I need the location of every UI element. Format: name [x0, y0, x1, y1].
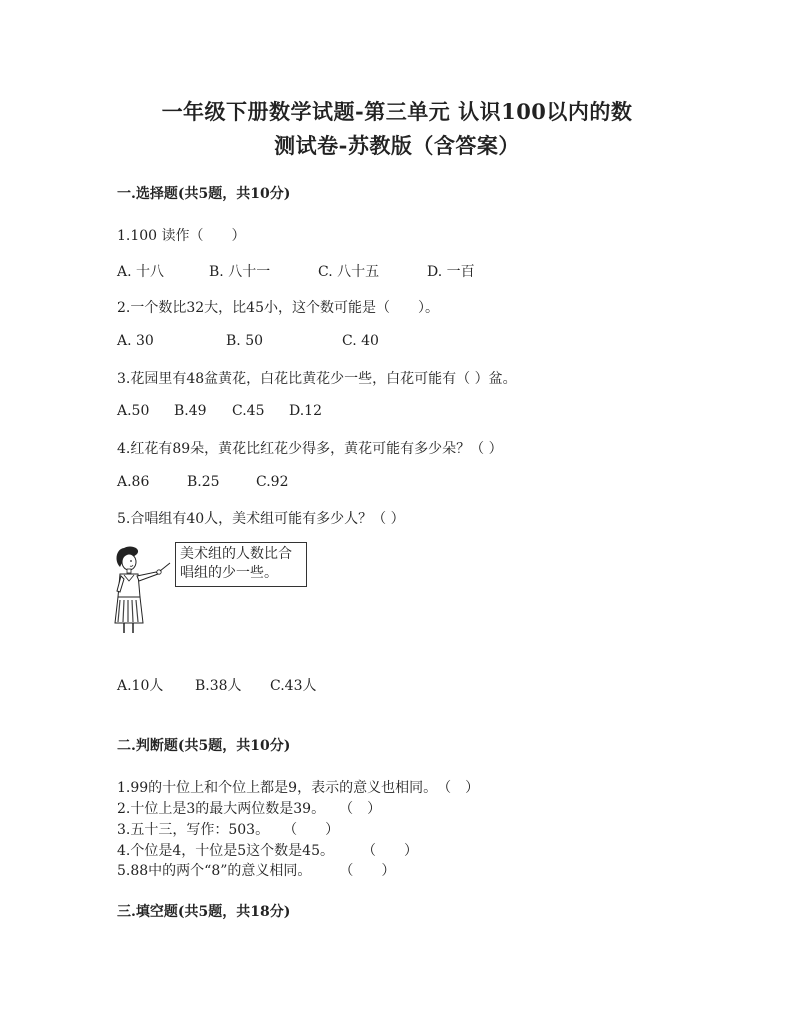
q3-option-c: C.45 — [232, 403, 265, 419]
section-2-heading: 二.判断题(共5题，共10分) — [117, 738, 291, 754]
section-3-heading: 三.填空题(共5题，共18分) — [117, 904, 291, 920]
question-5: 5.合唱组有40人，美术组可能有多少人？（ ） — [117, 511, 405, 527]
q4-option-c: C.92 — [256, 474, 289, 490]
q5-option-a: A.10人 — [117, 678, 164, 694]
q2-option-c: C. 40 — [342, 333, 379, 349]
q5-option-c: C.43人 — [270, 678, 317, 694]
q5-option-b: B.38人 — [195, 678, 242, 694]
teacher-illustration — [112, 545, 174, 637]
judgment-item-2: 2.十位上是3的最大两位数是39。 （ ） — [117, 801, 382, 817]
q4-option-a: A.86 — [117, 474, 150, 490]
q1-option-d: D. 一百 — [427, 264, 475, 280]
section-1-heading: 一.选择题(共5题，共10分) — [117, 186, 291, 202]
q3-option-b: B.49 — [174, 403, 207, 419]
q2-option-b: B. 50 — [226, 333, 264, 349]
speech-bubble: 美术组的人数比合唱组的少一些。 — [175, 542, 307, 587]
q1-option-a: A. 十八 — [117, 264, 165, 280]
judgment-item-3: 3.五十三，写作：503。 （ ） — [117, 822, 340, 838]
judgment-item-5: 5.88中的两个“8”的意义相同。 （ ） — [117, 863, 396, 879]
q1-option-b: B. 八十一 — [209, 264, 271, 280]
q3-option-a: A.50 — [117, 403, 150, 419]
q1-option-c: C. 八十五 — [318, 264, 380, 280]
question-1: 1.100 读作（ ） — [117, 228, 246, 244]
title-line-2: 测试卷-苏教版（含答案） — [274, 133, 520, 158]
judgment-item-4: 4.个位是4，十位是5这个数是45。 （ ） — [117, 843, 418, 859]
q3-option-d: D.12 — [289, 403, 322, 419]
title-line-1: 一年级下册数学试题-第三单元 认识100以内的数 — [161, 99, 633, 124]
question-4: 4.红花有89朵，黄花比红花少得多，黄花可能有多少朵？（ ） — [117, 441, 503, 457]
question-3: 3.花园里有48盆黄花，白花比黄花少一些，白花可能有（ ）盆。 — [117, 371, 517, 387]
q2-option-a: A. 30 — [117, 333, 154, 349]
question-2: 2.一个数比32大，比45小，这个数可能是（ ）。 — [117, 300, 439, 316]
q4-option-b: B.25 — [187, 474, 220, 490]
judgment-item-1: 1.99的十位上和个位上都是9，表示的意义也相同。 （ ） — [117, 780, 480, 796]
